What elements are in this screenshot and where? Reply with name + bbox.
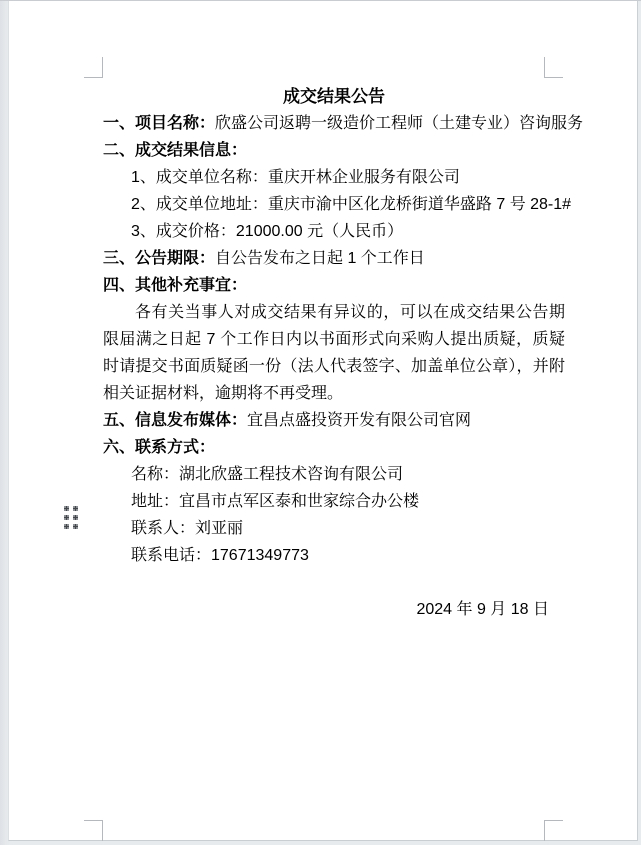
result-item-winner-address: 2、成交单位地址：重庆市渝中区化龙桥街道华盛路 7 号 28-1# xyxy=(131,196,572,213)
document-page xyxy=(8,1,638,841)
text-boundary-mark-bottom-left xyxy=(84,820,103,841)
signature-date: 2024 年 9 月 18 日 xyxy=(416,601,549,618)
section-publish-media xyxy=(103,407,565,434)
section-announcement-period xyxy=(103,245,565,272)
contact-phone-line: 联系电话：17671349773 xyxy=(131,547,309,564)
drag-handle-dot xyxy=(73,524,78,529)
blank-line xyxy=(103,569,565,596)
result-info-label: 二、成交结果信息： xyxy=(103,142,248,159)
section-contact-heading xyxy=(103,434,565,461)
text-boundary-mark-top-left xyxy=(84,57,103,78)
announcement-period-label: 三、公告期限： xyxy=(103,250,216,267)
drag-handle-dot xyxy=(64,515,69,520)
contact-person-line: 联系人：刘亚丽 xyxy=(131,520,244,537)
announcement-period-text: 自公告发布之日起 1 个工作日 xyxy=(215,250,425,267)
document-content xyxy=(103,83,584,623)
result-item-winner-name: 1、成交单位名称：重庆开林企业服务有限公司 xyxy=(131,169,460,186)
project-name-label: 一、项目名称： xyxy=(103,115,216,132)
publish-media-label: 五、信息发布媒体： xyxy=(103,412,248,429)
document-title: 成交结果公告 xyxy=(283,87,385,106)
section-result-info-heading xyxy=(103,137,565,164)
section-project-name xyxy=(103,110,584,137)
project-name-text: 欣盛公司返聘一级造价工程师（土建专业）咨询服务 xyxy=(215,115,584,132)
result-item-price: 3、成交价格：21000.00 元（人民币） xyxy=(131,223,404,240)
contact-name-line: 名称：湖北欣盛工程技术咨询有限公司 xyxy=(131,466,404,483)
paragraph-drag-handle[interactable] xyxy=(64,506,78,529)
text-boundary-mark-top-right xyxy=(544,57,563,78)
drag-handle-dot xyxy=(73,515,78,520)
drag-handle-dot xyxy=(64,524,69,529)
objection-paragraph: 各有关当事人对成交结果有异议的，可以在成交结果公告期限届满之日起 7 个工作日内以书面形式向采购人提出质疑，质疑时请提交书面质疑函一份（法人代表签字、加盖单位公章），并附相关证据材料，逾期将不再受理。 xyxy=(103,304,565,402)
text-boundary-mark-bottom-right xyxy=(544,820,563,841)
drag-handle-dot xyxy=(64,506,69,511)
contact-label: 六、联系方式： xyxy=(103,439,216,456)
section-other-matters-heading xyxy=(103,272,565,299)
drag-handle-dot xyxy=(73,506,78,511)
other-matters-label: 四、其他补充事宜： xyxy=(103,277,248,294)
publish-media-text: 宜昌点盛投资开发有限公司官网 xyxy=(247,412,472,429)
contact-address-line: 地址：宜昌市点军区泰和世家综合办公楼 xyxy=(131,493,420,510)
